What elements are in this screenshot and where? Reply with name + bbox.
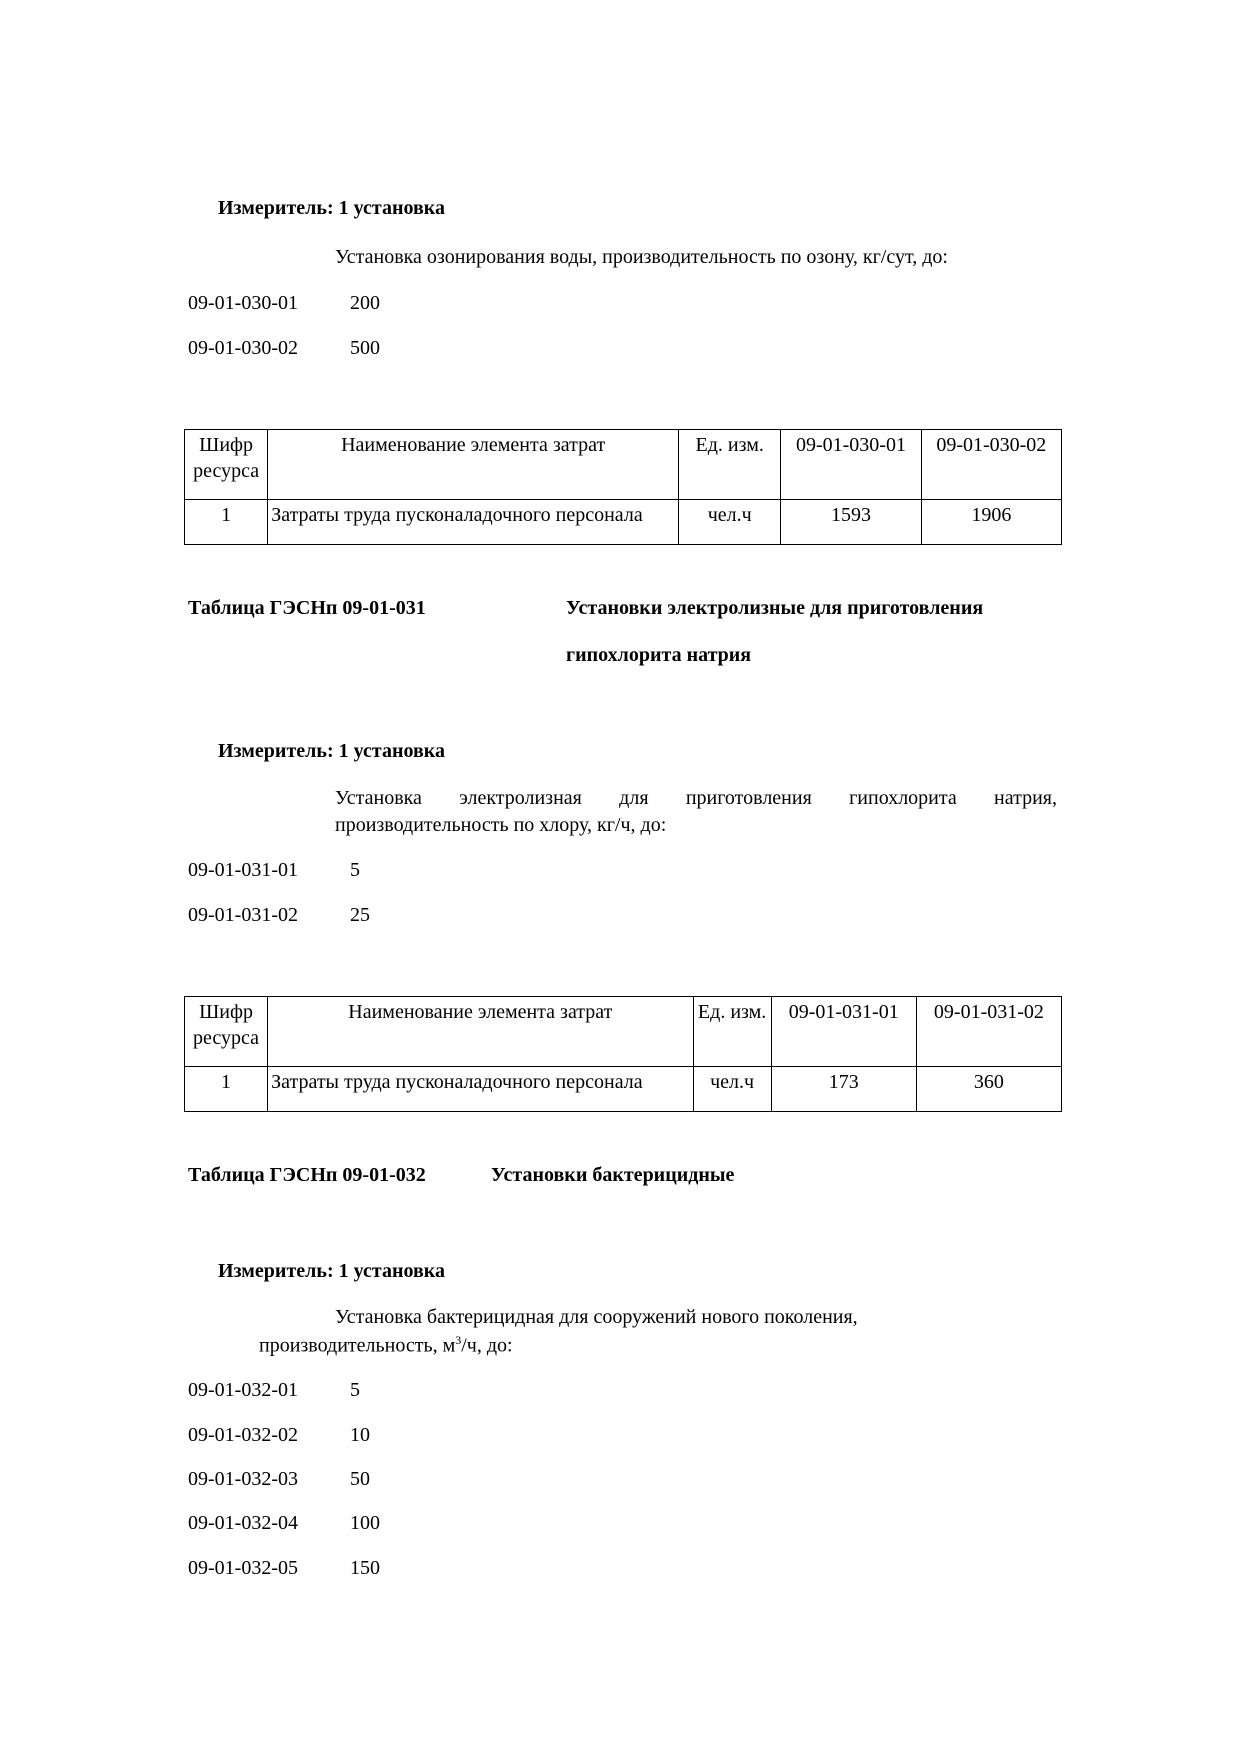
table-cell: 1: [185, 1067, 268, 1112]
item-code: 09-01-032-05: [188, 1557, 298, 1579]
header-cell: 09-01-030-02: [921, 430, 1061, 500]
meter-label: Измеритель: 1 установка: [218, 1260, 445, 1282]
table-row: [185, 1067, 1062, 1112]
superscript: 3: [455, 1333, 462, 1347]
header-cell: 09-01-031-01: [771, 997, 916, 1067]
section-title: Установки электролизные для приготовления: [566, 597, 984, 619]
table-label: Таблица ГЭСНп 09-01-031: [188, 597, 426, 619]
header-cell: 09-01-031-02: [916, 997, 1061, 1067]
item-description-line2: [259, 1333, 513, 1359]
table-cell: 360: [916, 1067, 1061, 1112]
item-value: 25: [350, 904, 370, 926]
item-value: 100: [350, 1512, 380, 1534]
table-cell: 1593: [781, 500, 921, 545]
table-cell: 1: [185, 500, 268, 545]
table-cell: Затраты труда пусконаладочного персонала: [268, 500, 679, 545]
table-header-row: [185, 430, 1062, 500]
item-code: 09-01-032-04: [188, 1512, 298, 1534]
meter-label: Измеритель: 1 установка: [218, 740, 445, 762]
section-title: Установки бактерицидные: [491, 1164, 735, 1186]
header-cell: Шифр ресурса: [185, 430, 268, 500]
item-value: 5: [350, 859, 360, 881]
item-code: 09-01-032-02: [188, 1424, 298, 1446]
meter-label: Измеритель: 1 установка: [218, 197, 445, 219]
item-code: 09-01-030-01: [188, 292, 298, 314]
item-code: 09-01-031-01: [188, 859, 298, 881]
table-header-row: [185, 997, 1062, 1067]
table-cell: чел.ч: [679, 500, 781, 545]
item-description: Установка электролизная для приготовления гипохлорита натрия, производительность по хлору, кг/ч, до:: [335, 787, 1057, 836]
cost-table: [184, 996, 1062, 1112]
table-cell: 1906: [921, 500, 1061, 545]
item-value: 5: [350, 1379, 360, 1401]
table-cell: Затраты труда пусконаладочного персонала: [268, 1067, 693, 1112]
header-cell: Ед. изм.: [693, 997, 771, 1067]
item-value: 150: [350, 1557, 380, 1579]
header-cell: 09-01-030-01: [781, 430, 921, 500]
table-row: [185, 500, 1062, 545]
description-text: /ч, до:: [461, 1334, 513, 1357]
item-value: 500: [350, 337, 380, 359]
item-value: 200: [350, 292, 380, 314]
item-description: Установка бактерицидная для сооружений нового поколения,: [335, 1306, 858, 1328]
table-label: Таблица ГЭСНп 09-01-032: [188, 1164, 426, 1186]
header-cell: Наименование элемента затрат: [268, 997, 693, 1067]
header-cell: Ед. изм.: [679, 430, 781, 500]
item-code: 09-01-031-02: [188, 904, 298, 926]
item-value: 10: [350, 1424, 370, 1446]
header-cell: Наименование элемента затрат: [268, 430, 679, 500]
item-value: 50: [350, 1468, 370, 1490]
item-code: 09-01-030-02: [188, 337, 298, 359]
description-text: производительность, м: [259, 1334, 456, 1357]
cost-table: [184, 429, 1062, 545]
item-code: 09-01-032-01: [188, 1379, 298, 1401]
header-cell: Шифр ресурса: [185, 997, 268, 1067]
section-title: гипохлорита натрия: [566, 644, 752, 666]
table-cell: 173: [771, 1067, 916, 1112]
item-code: 09-01-032-03: [188, 1468, 298, 1490]
item-description: Установка озонирования воды, производительность по озону, кг/сут, до:: [335, 246, 948, 268]
table-cell: чел.ч: [693, 1067, 771, 1112]
